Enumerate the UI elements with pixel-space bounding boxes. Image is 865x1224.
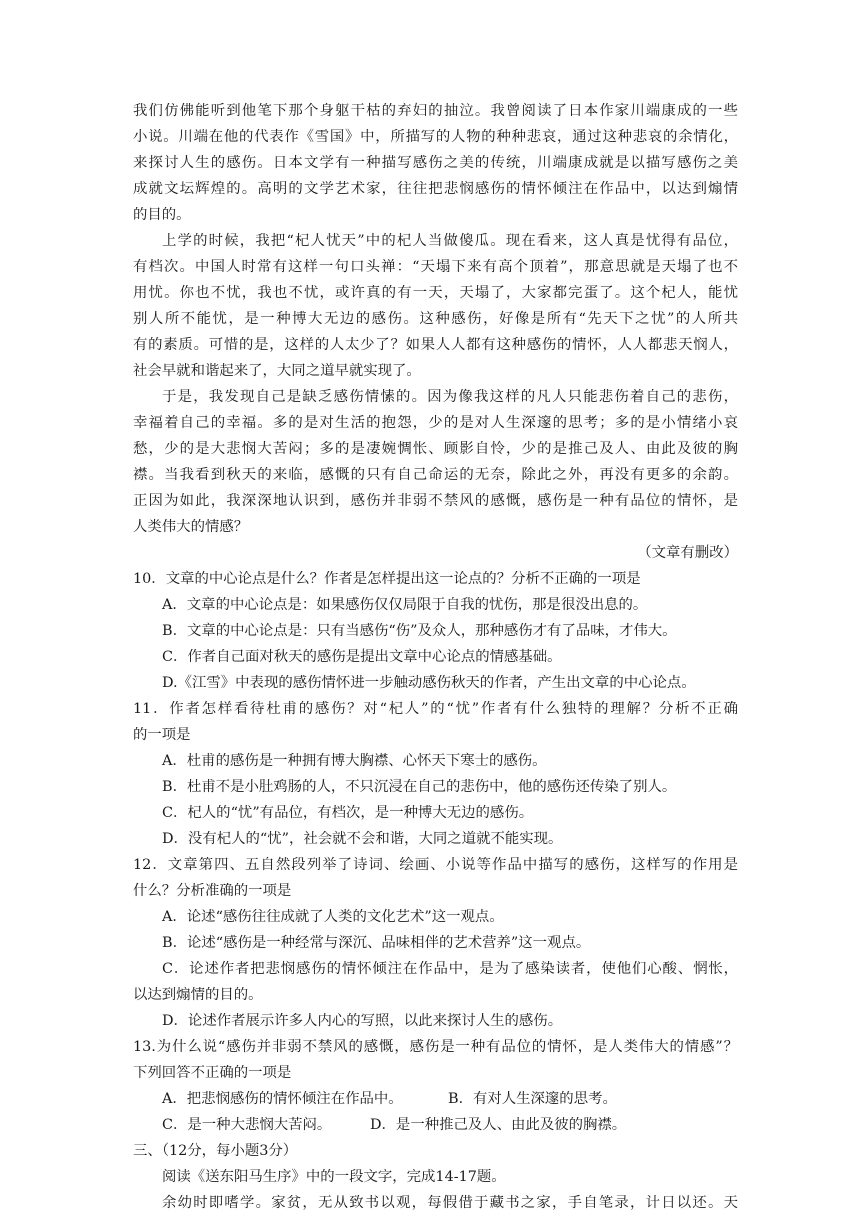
text-line: 用忧。你也不忧，我也不忧，或许真的有一天，天塌了，大家都完蛋了。这个杞人，能忧: [133, 285, 738, 301]
option-a: A．文章的中心论点是：如果感伤仅仅局限于自我的忧伤，那是很没出息的。: [162, 597, 648, 613]
text-line: 的一项是: [133, 727, 191, 743]
text-line: 我们仿佛能听到他笔下那个身躯干枯的弃妇的抽泣。我曾阅读了日本作家川端康成的一些: [133, 103, 738, 119]
option-d: D.《江雪》中表现的感伤情怀进一步触动感伤秋天的作者，产生出文章的中心论点。: [162, 675, 696, 691]
text-line: 下列回答不正确的一项是: [133, 1065, 292, 1081]
text-line: 别人所不能忧，是一种博大无边的感伤。这种感伤，好像是所有“先天下之忧”的人所共: [133, 311, 738, 327]
source-note: （文章有删改）: [637, 545, 738, 561]
option-a: A．论述“感伤往往成就了人类的文化艺术”这一观点。: [162, 909, 504, 925]
option-row-cd: [162, 1112, 738, 1138]
option-b: B．有对人生深邃的思考。: [448, 1091, 617, 1107]
option-d: D．没有杞人的“忧”，社会就不会和谐，大同之道就不能实现。: [162, 831, 563, 847]
text-line: 社会早就和谐起来了，大同之道早就实现了。: [133, 363, 421, 379]
question-11: 11．作者怎样看待杜甫的感伤？对“杞人”的“忧”作者有什么独特的理解？分析不正确: [133, 701, 738, 717]
text-line: 幸福着自己的幸福。多的是对生活的抱怨，少的是对人生深邃的思考；多的是小情绪小哀: [133, 415, 738, 431]
text-line: 正因为如此，我深深地认识到，感伤并非弱不禁风的感慨，感伤是一种有品位的情怀，是: [133, 493, 738, 509]
text-line: 襟。当我看到秋天的来临，感慨的只有自己命运的无奈，除此之外，再没有更多的余韵。: [133, 467, 738, 483]
text-line: 愁，少的是大悲悯大苦闷；多的是凄婉惆怅、顾影自怜，少的是推己及人、由此及彼的胸: [133, 441, 738, 457]
paragraph-first-line: 于是，我发现自己是缺乏感伤情愫的。因为像我这样的凡人只能悲伤着自己的悲伤，: [162, 389, 738, 405]
option-d: D．论述作者展示许多人内心的写照，以此来探讨人生的感伤。: [162, 1013, 563, 1029]
option-b: B．文章的中心论点是：只有当感伤“伤”及众人，那种感伤才有了品味，才伟大。: [162, 623, 677, 639]
section-heading: 三、（12分，每小题3分）: [133, 1143, 298, 1159]
reading-instruction: 阅读《送东阳马生序》中的一段文字，完成14-17题。: [162, 1169, 506, 1185]
option-row-ab: [162, 1086, 738, 1112]
text-line: 人类伟大的情感？: [133, 519, 249, 535]
question-10: 10．文章的中心论点是什么？作者是怎样提出这一论点的？分析不正确的一项是: [133, 571, 641, 587]
text-line: 有档次。中国人时常有这样一句口头禅：“天塌下来有高个顶着”，那意思就是天塌了也不: [133, 259, 738, 275]
text-line: 有的素质。可惜的是，这样的人太少了？如果人人都有这种感伤的情怀，人人都悲天悯人，: [133, 337, 738, 353]
text-line: 来探讨人生的感伤。日本文学有一种描写感伤之美的传统，川端康成就是以描写感伤之美: [133, 155, 738, 171]
option-a: A．把悲悯感伤的情怀倾注在作品中。: [162, 1091, 403, 1107]
text-line: 什么？分析准确的一项是: [133, 883, 292, 899]
paragraph-first-line: 余幼时即嗜学。家贫，无从致书以观，每假借于藏书之家，手自笔录，计日以还。天: [162, 1195, 738, 1211]
text-line: 成就文坛辉煌的。高明的文学艺术家，往往把悲悯感伤的情怀倾注在作品中，以达到煽情: [133, 181, 738, 197]
question-13: 13.为什么说“感伤并非弱不禁风的感慨，感伤是一种有品位的情怀，是人类伟大的情感”？: [133, 1039, 738, 1055]
option-c: C．杞人的“忧”有品位，有档次，是一种博大无边的感伤。: [162, 805, 534, 821]
text-line: 的目的。: [133, 207, 191, 223]
option-d: D．是一种推己及人、由此及彼的胸襟。: [370, 1117, 627, 1133]
option-c: C．论述作者把悲悯感伤的情怀倾注在作品中，是为了感染读者，使他们心酸、惘怅，: [162, 961, 738, 977]
option-a: A．杜甫的感伤是一种拥有博大胸襟、心怀天下寒士的感伤。: [162, 753, 547, 769]
option-c: C．是一种大悲悯大苦闷。: [162, 1117, 332, 1133]
text-line: 小说。川端在他的代表作《雪国》中，所描写的人物的种种悲哀，通过这种悲哀的余情化，: [133, 129, 738, 145]
paragraph-first-line: 上学的时候，我把“杞人忧天”中的杞人当做傻瓜。现在看来，这人真是忧得有品位，: [162, 233, 738, 249]
option-b: B．论述“感伤是一种经常与深沉、品味相伴的艺术营养”这一观点。: [162, 935, 591, 951]
text-line: 以达到煽情的目的。: [133, 987, 263, 1003]
question-12: 12．文章第四、五自然段列举了诗词、绘画、小说等作品中描写的感伤，这样写的作用是: [133, 857, 738, 873]
option-b: B．杜甫不是小肚鸡肠的人，不只沉浸在自己的悲伤中，他的感伤还传染了别人。: [162, 779, 677, 795]
option-c: C．作者自己面对秋天的感伤是提出文章中心论点的情感基础。: [162, 649, 562, 665]
